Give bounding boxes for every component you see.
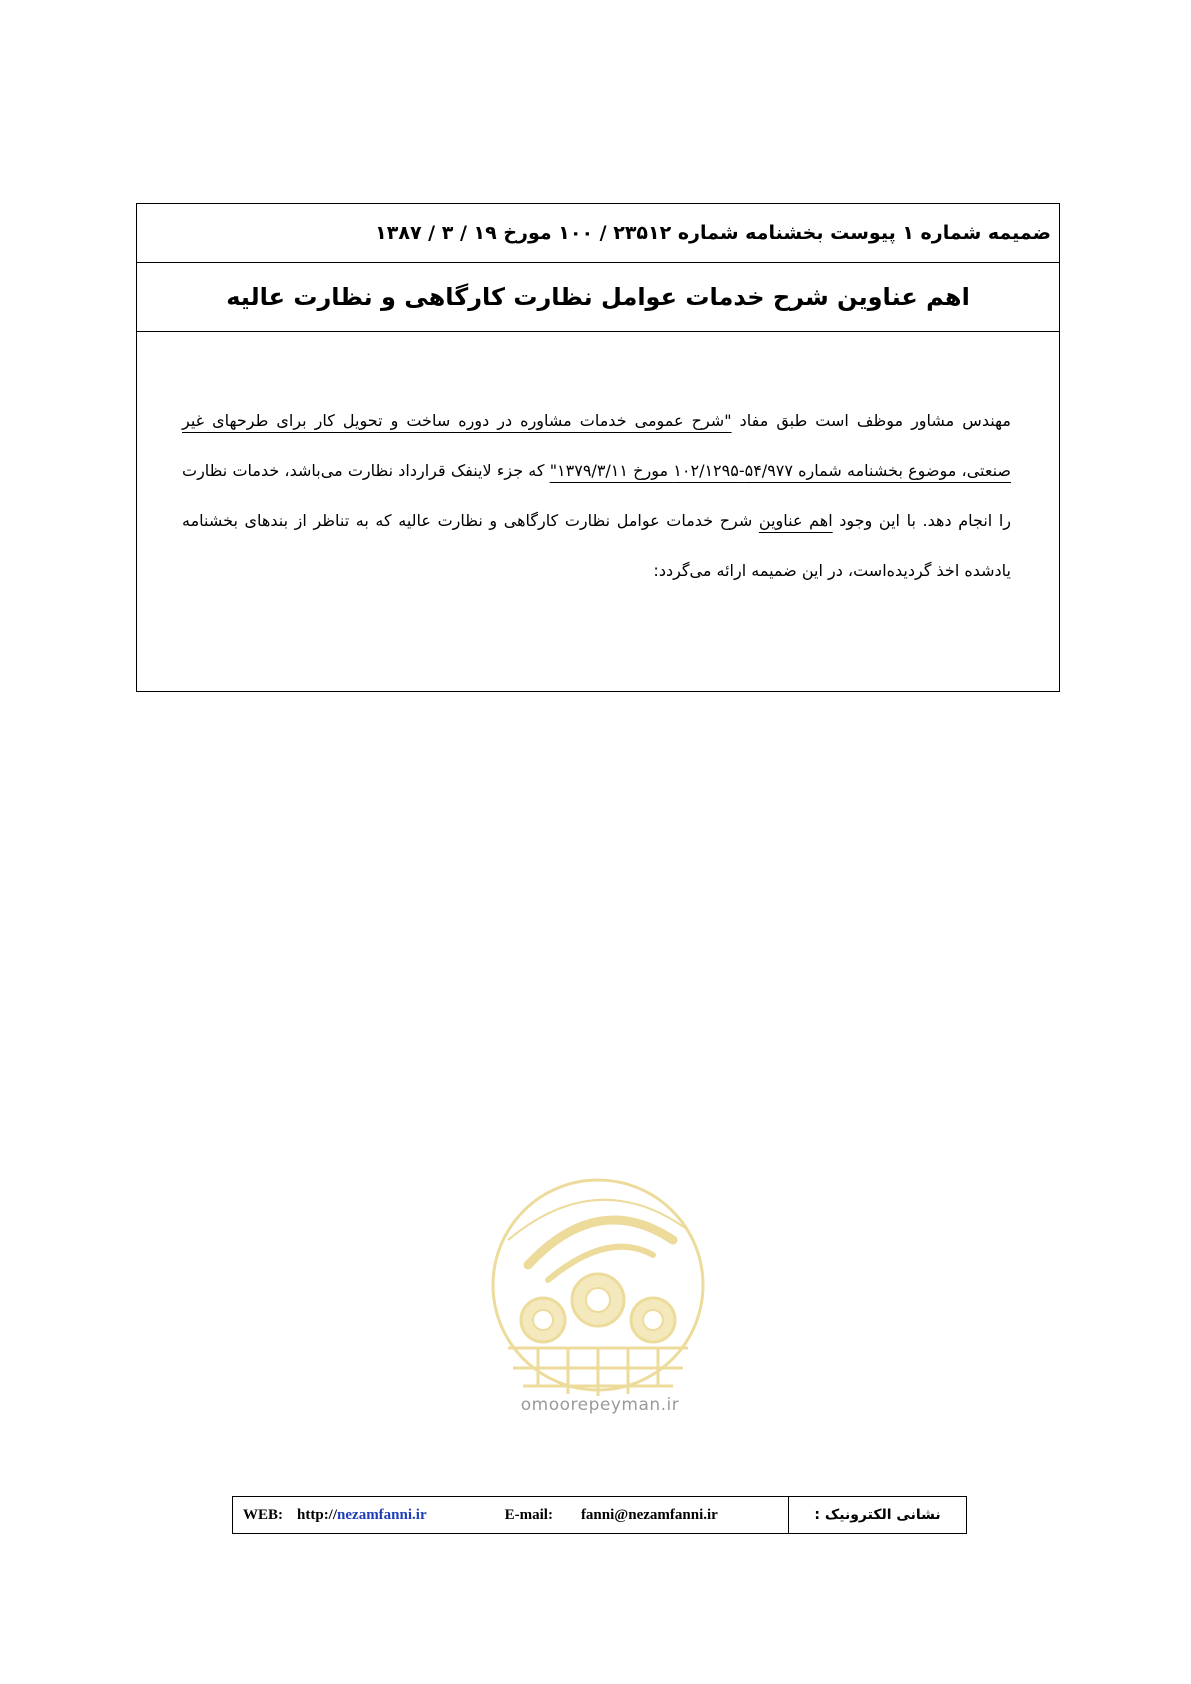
watermark-caption: omoorepeyman.ir [520,1395,680,1415]
footer-contact-box [232,1496,967,1534]
web-prefix: http:// [297,1506,338,1523]
body-underlined-key-titles: اهم عناوین [758,511,833,530]
footer-address-label-cell [788,1497,966,1533]
body-text-2: که جزء لاینفک قرارداد نظارت می‌باشد، خدمات نظارت را انجام دهد. با این وجود [182,461,1011,530]
body-text-1: مهندس مشاور موظف است طبق مفاد [731,411,1012,430]
annex-header-row [137,204,1059,263]
watermark-logo [488,1170,708,1430]
email-address[interactable]: fanni@nezamfanni.ir [580,1506,718,1523]
web-label: WEB: [243,1506,284,1523]
web-link[interactable]: nezamfanni.ir [337,1506,427,1523]
web-address[interactable] [297,1507,427,1524]
email-label: E-mail: [504,1506,553,1523]
annex-title: اهم عناوین شرح خدمات عوامل نظارت کارگاهی و نظارت عالیه [226,283,970,311]
annex-header-text: ضمیمه شماره ۱ پیوست بخشنامه شماره ۲۳۵۱۲ / ۱۰۰ مورخ ۱۹ / ۳ / ۱۳۸۷ [375,222,1051,244]
footer-contact-values [233,1497,788,1533]
annex-title-row [137,263,1059,332]
annex-table [136,203,1060,692]
address-label: نشانی الکترونیک : [814,1507,941,1523]
body-underlined-reference: "شرح عمومی خدمات مشاوره در دوره ساخت و تحویل کار برای طرحهای غیر صنعتی، موضوع بخشنامه شماره ۵۴/۹۷۷-۱۰۲/۱۲۹۵ مورخ ۱۳۷۹/۳/۱۱" [182,411,1012,480]
body-text-3: شرح خدمات عوامل نظارت کارگاهی و نظارت عالیه که به تناظر از بندهای بخشنامه یادشده اخذ گردیده‌است، در این ضمیمه ارائه می‌گردد: [182,511,1011,580]
annex-body [137,332,1059,596]
